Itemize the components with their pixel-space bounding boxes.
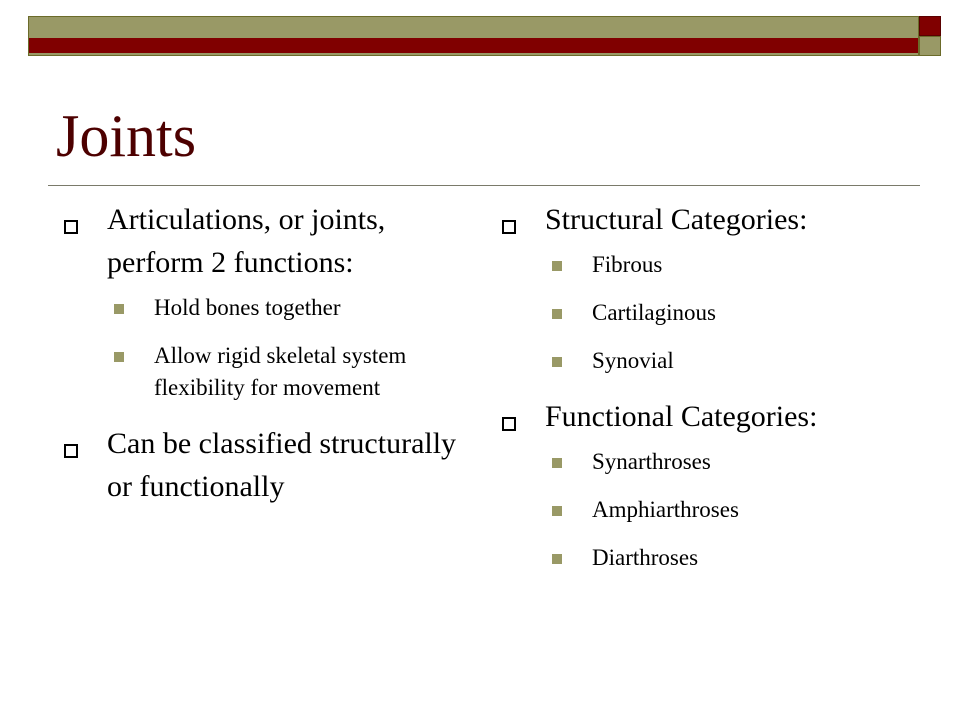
subbullet-text: Synarthroses	[592, 449, 711, 474]
bullet-text: Functional Categories:	[545, 400, 818, 433]
olive-square-bullet-icon	[552, 309, 562, 319]
subbullet-text: Fibrous	[592, 252, 663, 277]
subbullet-text: Synovial	[592, 348, 674, 373]
hollow-square-bullet-icon	[64, 220, 78, 234]
olive-square-bullet-icon	[552, 261, 562, 271]
subbullet-cartilaginous	[500, 297, 930, 329]
bullet-text: Articulations, or joints, perform 2 functions:	[107, 203, 386, 279]
bullet-articulations	[62, 198, 462, 284]
subbullet-text: Amphiarthroses	[592, 497, 739, 522]
hollow-square-bullet-icon	[502, 220, 516, 234]
bullet-text: Structural Categories:	[545, 203, 808, 236]
olive-square-bullet-icon	[552, 554, 562, 564]
top-bar-maroon-stripe	[29, 38, 918, 53]
bullet-classified	[62, 422, 462, 508]
top-bar-corner-olive	[919, 36, 941, 56]
olive-square-bullet-icon	[552, 357, 562, 367]
right-column	[500, 198, 930, 574]
subbullet-synarthroses	[500, 446, 930, 478]
subbullet-amphiarthroses	[500, 494, 930, 526]
top-bar-olive-band	[28, 16, 919, 56]
subbullet-hold-bones	[62, 292, 462, 324]
bullet-text: Can be classified structurally or functionally	[107, 427, 457, 503]
left-column	[62, 198, 462, 508]
subbullet-diarthroses	[500, 542, 930, 574]
slide-title: Joints	[56, 103, 197, 169]
subbullet-text: Allow rigid skeletal system flexibility for movement	[154, 343, 407, 400]
subbullet-fibrous	[500, 249, 930, 281]
olive-square-bullet-icon	[114, 304, 124, 314]
hollow-square-bullet-icon	[502, 417, 516, 431]
subbullet-text: Cartilaginous	[592, 300, 716, 325]
top-bar-corner-maroon	[919, 16, 941, 36]
hollow-square-bullet-icon	[64, 444, 78, 458]
bullet-structural-categories	[500, 198, 930, 241]
subbullet-synovial	[500, 345, 930, 377]
title-divider	[48, 185, 920, 186]
subbullet-text: Diarthroses	[592, 545, 699, 570]
olive-square-bullet-icon	[552, 506, 562, 516]
olive-square-bullet-icon	[114, 352, 124, 362]
subbullet-allow-flexibility	[62, 340, 462, 404]
olive-square-bullet-icon	[552, 458, 562, 468]
bullet-functional-categories	[500, 395, 930, 438]
subbullet-text: Hold bones together	[154, 295, 341, 320]
